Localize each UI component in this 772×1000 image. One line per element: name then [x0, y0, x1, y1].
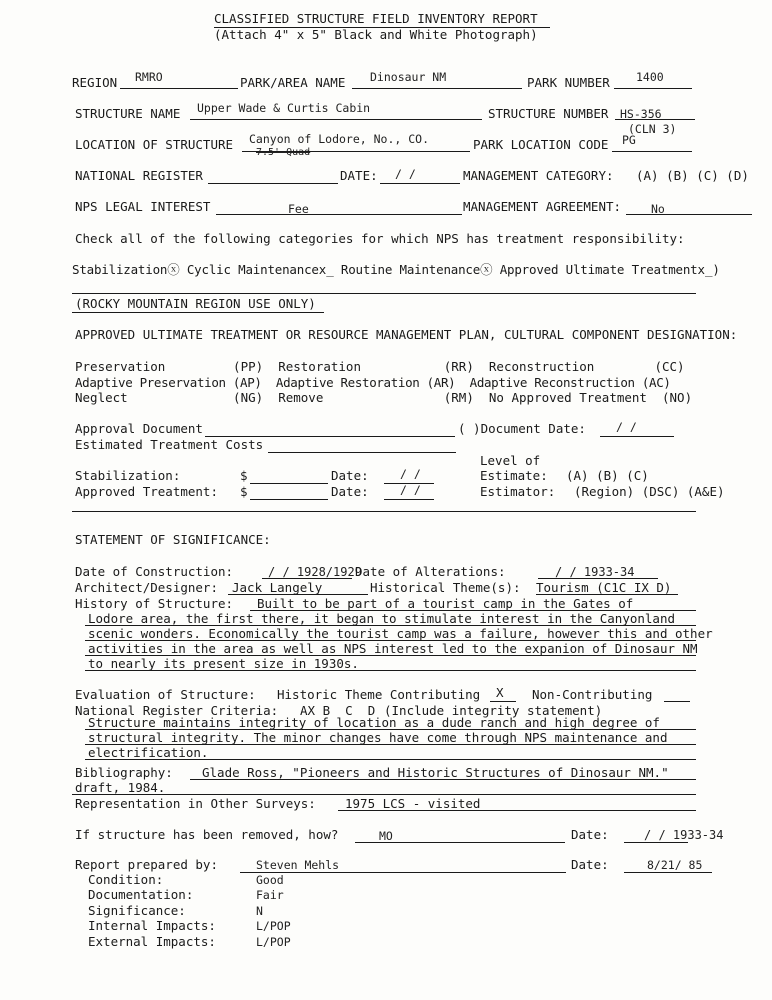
approved-treatment-dollar: $: [240, 484, 248, 499]
park-location-line: [612, 151, 692, 152]
park-number-value: 1400: [636, 70, 664, 84]
condition-value: Good: [256, 873, 284, 887]
construction-line: [262, 578, 352, 579]
stabilization-dollar: $: [240, 468, 248, 483]
contributing-label: Historic Theme Contributing: [277, 687, 481, 702]
contributing-line: [490, 701, 516, 702]
theme-line: [536, 594, 678, 595]
architect-label: Architect/Designer:: [75, 580, 218, 595]
nps-legal-value: Fee: [288, 202, 309, 216]
alterations-label: Date of Alterations:: [355, 564, 506, 579]
nps-legal-label: NPS LEGAL INTEREST: [75, 199, 211, 214]
contributing-mark: X: [496, 685, 504, 700]
rocky-bottom-rule: [72, 511, 696, 512]
prepared-by-label: Report prepared by:: [75, 857, 218, 872]
alterations-value: / / 1933-34: [555, 565, 635, 579]
structure-name-label: STRUCTURE NAME: [75, 106, 181, 121]
approval-document-label: Approval Document: [75, 421, 203, 436]
history-label: History of Structure:: [75, 596, 234, 611]
documentation-label: Documentation:: [88, 887, 194, 902]
removed-value: MO: [379, 829, 393, 843]
bibliography-rule-1: [190, 779, 696, 780]
significance-heading: STATEMENT OF SIGNIFICANCE:: [75, 532, 271, 547]
date-label: DATE:: [340, 168, 378, 183]
management-agreement-value: No: [651, 202, 665, 216]
approved-heading: APPROVED ULTIMATE TREATMENT OR RESOURCE MANAGEMENT PLAN, CULTURAL COMPONENT DESIGNATION:: [75, 327, 738, 342]
internal-impacts-value: L/POP: [256, 919, 291, 933]
criteria-note: (Include integrity statement): [384, 703, 603, 718]
date-line: [380, 183, 460, 184]
stabilization-cost-line: [250, 483, 328, 484]
removed-date-line: [624, 842, 688, 843]
treatment-row-1: Preservation (PP) Restoration (RR) Reconstruction (CC): [75, 359, 685, 374]
removed-label: If structure has been removed, how?: [75, 827, 339, 842]
park-number-line: [614, 88, 692, 89]
estimator-label: Estimator:: [480, 484, 556, 499]
stabilization-date-label: Date:: [331, 468, 369, 483]
bibliography-line-2: draft, 1984.: [75, 780, 166, 795]
structure-number-value: HS-356: [620, 107, 662, 121]
management-category-options: (A) (B) (C) (D): [636, 168, 749, 183]
document-date-value: / /: [616, 420, 637, 434]
estimate-label: Estimate:: [480, 468, 548, 483]
form-subtitle: (Attach 4" x 5" Black and White Photograph): [214, 27, 538, 42]
noncontributing-line: [664, 701, 690, 702]
history-line-1: Built to be part of a tourist camp in the Gates of: [257, 596, 634, 611]
approved-treatment-date-line: [384, 499, 434, 500]
park-name-line: [352, 88, 522, 89]
form-title: CLASSIFIED STRUCTURE FIELD INVENTORY REPORT: [214, 11, 538, 26]
integrity-rule-3: [85, 759, 696, 760]
theme-label: Historical Theme(s):: [370, 580, 521, 595]
noncontributing-label: Non-Contributing: [532, 687, 653, 702]
history-line-5: to nearly its present size in 1930s.: [88, 656, 359, 671]
region-label: REGION: [72, 75, 118, 90]
structure-name-line: [190, 119, 482, 120]
bibliography-rule-2: [72, 794, 696, 795]
estimator-options: (Region) (DSC) (A&E): [574, 484, 725, 499]
management-category-label: MANAGEMENT CATEGORY:: [463, 168, 614, 183]
bibliography-label: Bibliography:: [75, 765, 173, 780]
history-line-2: Lodore area, the first there, it began to stimulate interest in the Canyonland: [88, 611, 675, 626]
categories-instruction: Check all of the following categories for which NPS has treatment responsibility:: [75, 231, 685, 246]
national-register-line: [208, 183, 338, 184]
location-label: LOCATION OF STRUCTURE: [75, 137, 234, 152]
removed-line: [355, 842, 565, 843]
removed-date-label: Date:: [571, 827, 609, 842]
bibliography-line-1: Glade Ross, "Pioneers and Historic Structures of Dinosaur NM.": [202, 765, 669, 780]
management-agreement-line: [626, 214, 752, 215]
national-register-label: NATIONAL REGISTER: [75, 168, 203, 183]
park-location-extra: (CLN 3): [628, 122, 677, 136]
treatment-row-3: Neglect (NG) Remove (RM) No Approved Treatment (NO): [75, 390, 693, 405]
location-line: [242, 151, 470, 152]
park-name-value: Dinosaur NM: [370, 70, 447, 84]
representation-value: 1975 LCS - visited: [345, 796, 481, 811]
architect-value: Jack Langely: [232, 580, 323, 595]
theme-value: Tourism (C1C IX D): [536, 580, 672, 595]
rocky-heading-underline: [72, 312, 324, 313]
approved-treatment-date-value: / /: [400, 483, 421, 497]
location-struck: 7.5' Quad: [256, 147, 311, 158]
architect-line: [228, 594, 368, 595]
integrity-line-2: structural integrity. The minor changes have come through NPS maintenance and: [88, 730, 668, 745]
prepared-date-label: Date:: [571, 857, 609, 872]
estimate-options: (A) (B) (C): [566, 468, 649, 483]
approved-treatment-cost-label: Approved Treatment:: [75, 484, 218, 499]
rocky-heading: (ROCKY MOUNTAIN REGION USE ONLY): [75, 296, 316, 311]
structure-number-line: [615, 119, 695, 120]
removed-date-value: / / 1933-34: [644, 828, 724, 842]
prepared-date-value: 8/21/ 85: [647, 858, 703, 872]
integrity-line-3: electrification.: [88, 745, 209, 760]
structure-name-value: Upper Wade & Curtis Cabin: [197, 101, 371, 115]
internal-impacts-label: Internal Impacts:: [88, 918, 216, 933]
significance-rating-value: N: [256, 904, 263, 918]
structure-number-label: STRUCTURE NUMBER: [488, 106, 609, 121]
region-value: RMRO: [135, 70, 163, 84]
history-line-4: activities in the area as well as NPS interest led to the expanion of Dinosaur NM: [88, 641, 698, 656]
treatment-row-2: Adaptive Preservation (AP) Adaptive Restoration (AR) Adaptive Reconstruction (AC): [75, 375, 671, 390]
level-of-label: Level of: [480, 453, 541, 468]
representation-label: Representation in Other Surveys:: [75, 796, 316, 811]
rocky-top-rule: [72, 293, 696, 294]
park-location-code: PG: [622, 133, 636, 147]
nps-legal-line: [216, 214, 462, 215]
construction-label: Date of Construction:: [75, 564, 234, 579]
park-name-label: PARK/AREA NAME: [240, 75, 346, 90]
integrity-line-1: Structure maintains integrity of location as a dude ranch and high degree of: [88, 715, 660, 730]
construction-value: / / 1928/1929: [268, 565, 362, 579]
prepared-date-line: [624, 872, 712, 873]
park-number-label: PARK NUMBER: [527, 75, 610, 90]
categories-line: Stabilizationⓧ Cyclic Maintenancex̲ Routine Maintenanceⓧ Approved Ultimate Treatmentx̲): [72, 262, 720, 277]
representation-line: [338, 810, 696, 811]
history-rule-5: [85, 670, 696, 671]
documentation-value: Fair: [256, 888, 284, 902]
alterations-line: [538, 578, 658, 579]
external-impacts-value: L/POP: [256, 935, 291, 949]
criteria-value: AX B C D: [300, 703, 376, 718]
history-line-3: scenic wonders. Economically the tourist camp was a failure, however this and other: [88, 626, 713, 641]
prepared-by-value: Steven Mehls: [256, 858, 340, 872]
region-line: [120, 88, 238, 89]
location-value: Canyon of Lodore, No., CO.: [249, 132, 430, 146]
evaluation-label: Evaluation of Structure:: [75, 687, 256, 702]
treatment-costs-line: [268, 452, 456, 453]
stabilization-cost-label: Stabilization:: [75, 468, 181, 483]
prepared-by-line: [240, 872, 566, 873]
external-impacts-label: External Impacts:: [88, 934, 216, 949]
stabilization-date-value: / /: [400, 467, 421, 481]
approved-treatment-date-label: Date:: [331, 484, 369, 499]
condition-label: Condition:: [88, 872, 164, 887]
significance-rating-label: Significance:: [88, 903, 186, 918]
document-date-label: ( )Document Date:: [458, 421, 586, 436]
document-date-line: [600, 436, 674, 437]
management-agreement-label: MANAGEMENT AGREEMENT:: [463, 199, 622, 214]
criteria-label: National Register Criteria:: [75, 703, 279, 718]
treatment-costs-label: Estimated Treatment Costs: [75, 437, 264, 452]
approved-treatment-cost-line: [250, 499, 328, 500]
park-location-label: PARK LOCATION CODE: [473, 137, 609, 152]
date-value: / /: [395, 167, 416, 181]
